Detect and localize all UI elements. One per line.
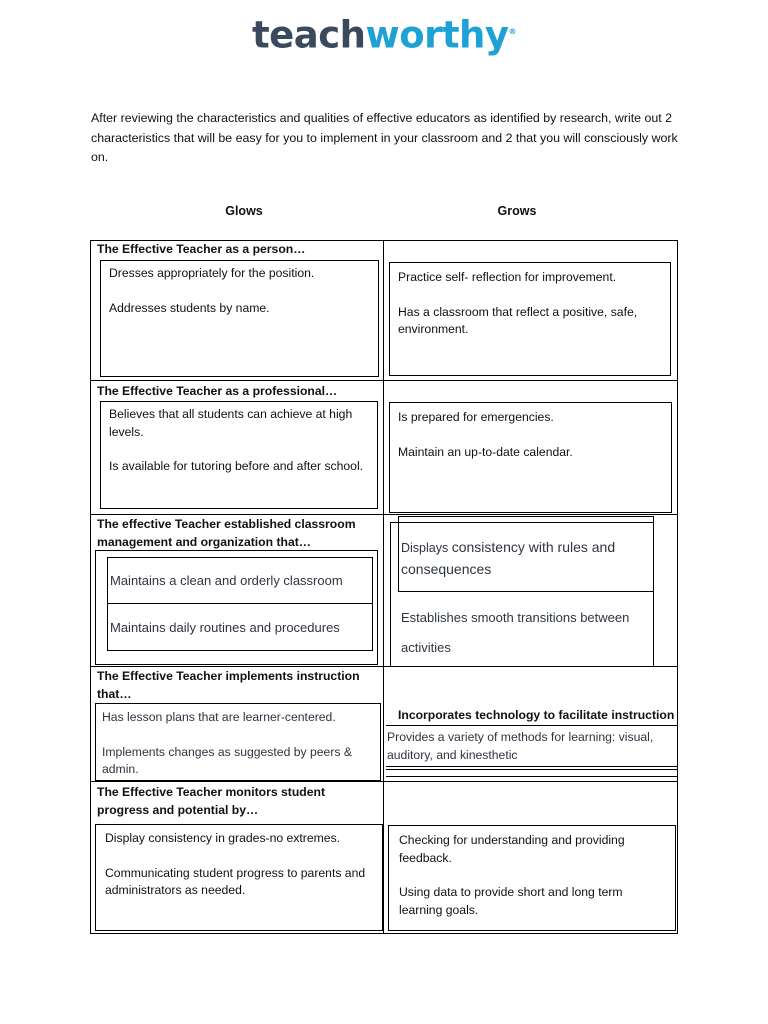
glow-item: Is available for tutoring before and after school. (109, 459, 364, 473)
glow-item: Communicating student progress to parents and administrators as needed. (105, 865, 366, 897)
glows-cell-management (95, 550, 378, 665)
grows-cell-management (390, 522, 654, 667)
row-divider (90, 781, 678, 782)
glows-cell-monitoring (95, 824, 383, 931)
grow-item: Maintain an up-to-date calendar. (398, 444, 573, 459)
grow-item: Has a classroom that reflect a positive, safe, environment. (398, 304, 638, 336)
grow-item: Checking for understanding and providing feedback. (399, 833, 625, 865)
divider-line (386, 766, 678, 767)
logo-part-teach: teach (251, 13, 366, 57)
grows-item-prefix: Displays (401, 541, 452, 555)
glow-item: Has lesson plans that are learner-centered. (102, 710, 336, 724)
row-label-person: The Effective Teacher as a person… (97, 242, 306, 256)
glow-item: Implements changes as suggested by peers & admin. (102, 744, 352, 776)
divider-line (386, 776, 678, 777)
row-label-monitoring: The Effective Teacher monitors student progress and potential by… (97, 785, 325, 817)
row-label-instruction: The Effective Teacher implements instruction that… (97, 669, 360, 701)
glows-cell-instruction (95, 703, 381, 781)
glow-item: Maintains daily routines and procedures (107, 603, 373, 651)
grows-cell-monitoring (388, 825, 676, 931)
grow-item: Provides a variety of methods for learning: visual, auditory, and kinesthetic (387, 730, 654, 762)
instructions-text: After reviewing the characteristics and qualities of effective educators as identified by research, write out 2 characteristics that will be easy for you to implement in your classroom and 2 that you will consciously work on. (91, 111, 678, 164)
grow-item: Practice self- reflection for improvement. (398, 270, 617, 284)
grow-item: Is prepared for emergencies. (398, 410, 554, 424)
row-label-professional: The Effective Teacher as a professional… (97, 384, 338, 398)
grow-item: Using data to provide short and long term learning goals. (399, 885, 623, 917)
glow-item: Maintains a clean and orderly classroom (107, 557, 373, 604)
grows-heading: Grows (497, 204, 537, 218)
divider-line (386, 725, 678, 726)
logo-trademark: ® (508, 27, 517, 36)
glows-cell-professional (100, 401, 378, 509)
grow-item: Establishes smooth transitions between activities (401, 610, 630, 655)
table-column-divider (383, 240, 384, 934)
glows-cell-person (100, 260, 379, 377)
grow-item-bold (398, 708, 674, 722)
grows-cell-person (389, 262, 671, 376)
glow-item: Dresses appropriately for the position. (109, 266, 315, 280)
logo-part-worthy: worthy (365, 13, 509, 57)
glows-heading: Glows (225, 204, 263, 218)
row-divider (90, 380, 678, 381)
grows-item-text: consistency with rules and consequences (401, 539, 616, 577)
teachworthy-logo (0, 6, 768, 61)
grow-item-text: Incorporates technology to facilitate instruction (398, 708, 675, 722)
divider-line (386, 769, 678, 770)
glow-item: Addresses students by name. (109, 300, 270, 315)
row-label-management: The effective Teacher established classroom management and organization that… (97, 517, 356, 549)
glow-item: Believes that all students can achieve at high levels. (109, 407, 353, 439)
glow-item: Display consistency in grades-no extremes. (105, 831, 341, 845)
grows-cell-professional (389, 402, 672, 513)
